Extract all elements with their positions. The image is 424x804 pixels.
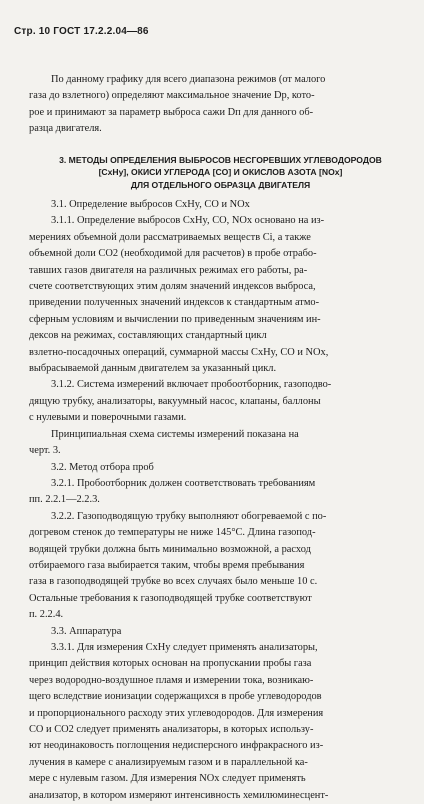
heading-line: 3.1. Определение выбросов CxHy, CO и NOx — [51, 199, 250, 211]
paragraph-schema — [29, 427, 412, 460]
text-line: с нулевыми и поверочными газами. — [29, 412, 187, 424]
intro-paragraph — [29, 72, 412, 138]
text-line: щего вследствие ионизации содержащихся в пробе углеводородов — [29, 691, 322, 703]
text-line: сферным условиям и вычислении по приведенным значениям ин- — [29, 313, 321, 325]
text-line: рое и принимают за параметр выброса сажи Dп для данного об- — [29, 106, 314, 118]
paragraph-3-2-1 — [29, 476, 412, 509]
text-line: счете соответствующих этим долям значений индексов выброса, — [29, 281, 316, 293]
text-line: водящей трубки должна быть минимально возможной, а расход — [29, 543, 311, 555]
text-line: и пропорционального расходу этих углеводородов. Для измерения — [29, 707, 324, 719]
text-line: ют неодинаковость поглощения недисперсного инфракрасного из- — [29, 740, 324, 752]
text-line: Остальные требования к газоподводящей трубке соответствуют — [29, 592, 312, 604]
paragraph-3-2-2 — [29, 509, 412, 624]
text-line: мере с нулевым газом. Для измерения NOx следует применять — [29, 773, 306, 785]
text-line: CO и CO2 следует применять анализаторы, в которых использу- — [29, 724, 314, 736]
text-line: п. 2.2.4. — [29, 609, 64, 621]
title-line: ДЛЯ ОТДЕЛЬНОГО ОБРАЗЦА ДВИГАТЕЛЯ — [130, 180, 311, 191]
text-line: отбираемого газа выбирается таким, чтобы время пребывания — [29, 559, 305, 571]
text-line: анализатор, в котором измеряют интенсивность хемилюминесцент- — [29, 789, 329, 801]
heading-line: 3.3. Аппаратура — [51, 625, 122, 637]
text-line: газа до взлетного) определяют максимальное значение Dр, кото- — [29, 90, 315, 102]
text-line: 3.2.1. Пробоотборник должен соответствовать требованиям — [51, 477, 316, 489]
text-line: дексов на режимах, составляющих стандартный цикл — [29, 330, 267, 342]
text-line: объемной доли CO2 (необходимой для расчетов) в пробе отрабо- — [29, 248, 317, 260]
text-line: пп. 2.2.1—2.2.3. — [29, 494, 100, 506]
text-line: через водородно-воздушное пламя и измерении тока, возникаю- — [29, 674, 314, 686]
text-line: 3.2.2. Газоподводящую трубку выполняют обогреваемой с по- — [51, 510, 327, 522]
text-line: Принципиальная схема системы измерений показана на — [51, 428, 299, 440]
title-line: 3. МЕТОДЫ ОПРЕДЕЛЕНИЯ ВЫБРОСОВ НЕСГОРЕВШИХ УГЛЕВОДОРОДОВ — [59, 154, 382, 165]
paragraph-3-1-1 — [29, 213, 412, 377]
subsection-3-2-heading — [29, 460, 412, 476]
section-3-title — [29, 154, 412, 192]
text-line: догревом стенок до температуры не ниже 145°С. Длина газопод- — [29, 527, 316, 539]
paragraph-3-1-2 — [29, 377, 412, 426]
paragraph-3-3-1 — [29, 640, 412, 804]
page-header: Стр. 10 ГОСТ 17.2.2.04—86 — [14, 26, 149, 37]
text-line: По данному графику для всего диапазона режимов (от малого — [51, 74, 326, 85]
text-line: разца двигателя. — [29, 123, 102, 135]
text-line: тавших газов двигателя на различных режимах его работы, ра- — [29, 264, 308, 276]
text-line: 3.1.2. Система измерений включает пробоотборник, газоподво- — [51, 379, 332, 391]
document-body — [29, 72, 412, 804]
title-line: [CxHy], ОКИСИ УГЛЕРОДА [CO] И ОКИСЛОВ АЗОТА [NOx] — [98, 167, 343, 178]
text-line: взлетно-посадочных операций, суммарной массы CxHy, CO и NOx, — [29, 346, 329, 358]
text-line: 3.1.1. Определение выбросов CxHy, CO, NOx основано на из- — [51, 215, 325, 227]
text-line: 3.3.1. Для измерения CxHy следует применять анализаторы, — [51, 641, 318, 653]
text-line: принцип действия которых основан на пропускании пробы газа — [29, 658, 312, 670]
text-line: приведении полученных значений индексов к стандартным атмо- — [29, 297, 320, 309]
text-line: черт. 3. — [29, 445, 61, 457]
text-line: дящую трубку, анализаторы, вакуумный насос, клапаны, баллоны — [29, 395, 321, 407]
text-line: мерениях объемной доли рассматриваемых веществ Ci, а также — [29, 231, 311, 243]
text-line: выбрасываемой данным двигателем за указанный цикл. — [29, 363, 277, 375]
heading-line: 3.2. Метод отбора проб — [51, 461, 154, 473]
text-line: газа в газоподводящей трубке во всех случаях было меньше 10 с. — [29, 576, 318, 588]
text-line: лучения в камере с анализируемым газом и в параллельной ка- — [29, 756, 308, 768]
subsection-3-3-heading — [29, 624, 412, 640]
subsection-3-1-heading — [29, 197, 412, 213]
